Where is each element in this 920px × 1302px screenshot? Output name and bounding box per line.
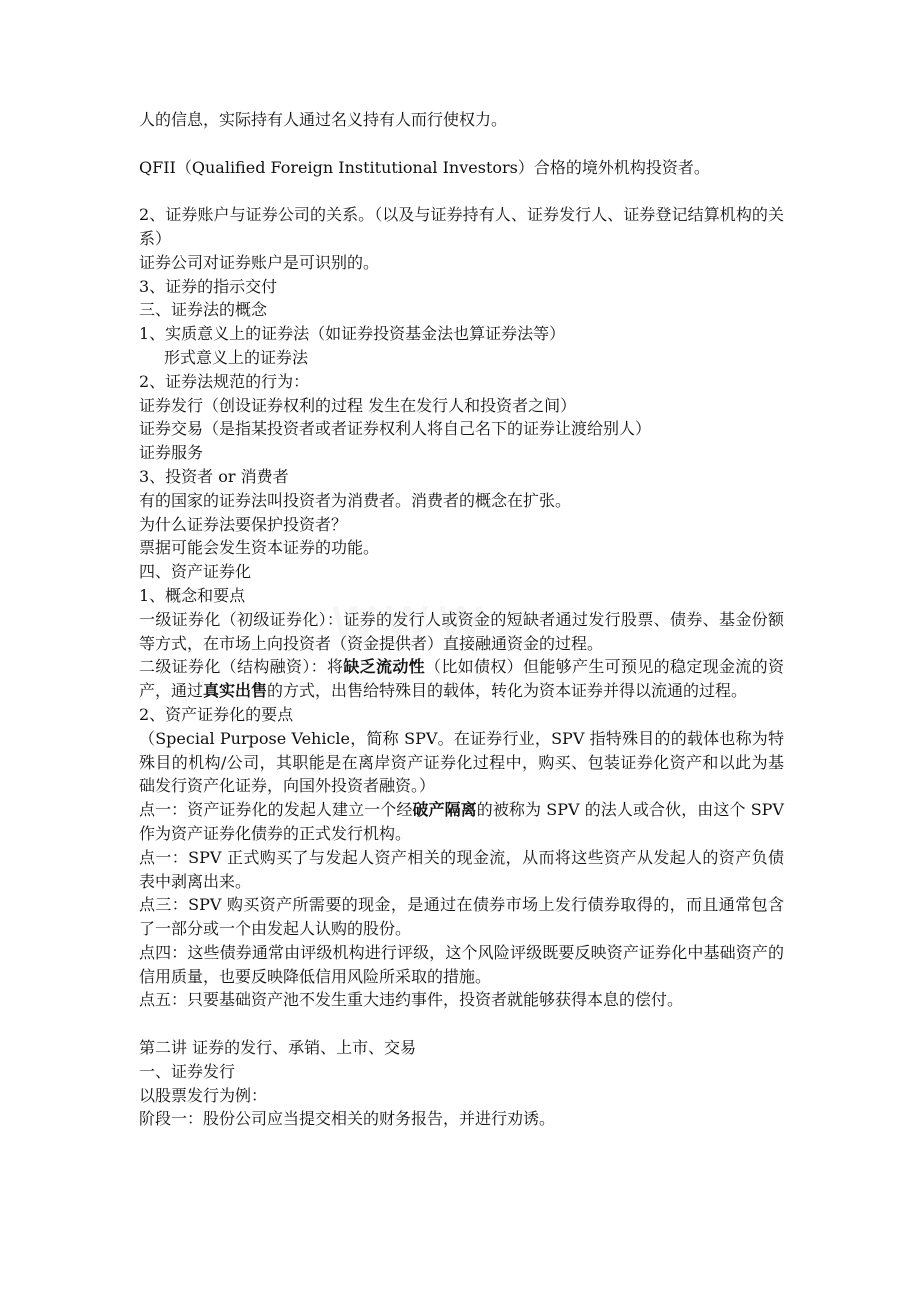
text-line: QFII（Qualified Foreign Institutional Investors）合格的境外机构投资者。 — [139, 157, 710, 177]
text-line: 3、证券的指示交付 — [139, 276, 278, 296]
text-line: 证券发行（创设证券权利的过程 发生在发行人和投资者之间） — [139, 395, 577, 415]
text-run: 的被称为 SPV 的法人或合伙，由这个 SPV 作为资产证券化债券的正式发行机构。 — [139, 800, 784, 843]
text-line: 票据可能会发生资本证券的功能。 — [139, 538, 380, 558]
text-paragraph: 点四：这些债券通常由评级机构进行评级，这个风险评级既要反映资产证券化中基础资产的信用质量，也要反映降低信用风险所采取的措施。 — [139, 942, 784, 986]
text-line: 为什么证券法要保护投资者？ — [139, 514, 348, 534]
text-paragraph — [139, 655, 784, 703]
emphasis-text: 真实出售 — [203, 681, 268, 701]
emphasis-text: 破产隔离 — [412, 800, 477, 820]
text-line: 人的信息，实际持有人通过名义持有人而行使权力。 — [139, 110, 508, 129]
blank-line — [139, 1012, 784, 1036]
text-line: 证券公司对证券账户是可识别的。 — [139, 252, 380, 272]
blank-line — [139, 179, 784, 203]
text-line: 点五：只要基础资产池不发生重大违约事件，投资者就能够获得本息的偿付。 — [139, 990, 684, 1010]
text-line: 1、实质意义上的证券法（如证券投资基金法也算证券法等） — [139, 324, 566, 344]
text-paragraph: 点一：SPV 正式购买了与发起人资产相关的现金流，从而将这些资产从发起人的资产负债表中剥离出来。 — [139, 847, 784, 891]
text-paragraph: 2、证券账户与证券公司的关系。（以及与证券持有人、证券发行人、证券登记结算机构的关系） — [139, 205, 784, 248]
text-line: 阶段一：股份公司应当提交相关的财务报告，并进行劝诱。 — [139, 1109, 556, 1129]
text-run: 的方式，出售给特殊目的载体，转化为资本证券并得以流通的过程。 — [267, 681, 748, 701]
text-run: （比如债权）但能够产生可预见的稳定现金流的资产，通过 — [139, 657, 784, 701]
text-paragraph — [139, 798, 784, 846]
section-heading: 一、证券发行 — [139, 1061, 236, 1081]
text-line: 有的国家的证券法叫投资者为消费者。消费者的概念在扩张。 — [139, 490, 572, 510]
blank-line — [139, 132, 784, 156]
lecture-heading: 第二讲 证券的发行、承销、上市、交易 — [139, 1038, 417, 1058]
text-line: 2、证券法规范的行为： — [139, 371, 310, 391]
text-paragraph: 一级证券化（初级证券化）：证券的发行人或资金的短缺者通过发行股票、债券、基金份额等方式，在市场上向投资者（资金提供者）直接融通资金的过程。 — [139, 609, 784, 653]
text-paragraph: 点三：SPV 购买资产所需要的现金，是通过在债券市场上发行债券取得的，而且通常包含了一部分或一个由发起人认购的股份。 — [139, 895, 784, 939]
section-heading: 三、证券法的概念 — [139, 300, 268, 320]
section-heading: 四、资产证券化 — [139, 562, 252, 582]
text-line: 证券交易（是指某投资者或者证券权利人将自己名下的证券让渡给别人） — [139, 419, 652, 439]
document-page — [139, 108, 784, 1131]
text-line: 3、投资者 or 消费者 — [139, 466, 289, 486]
emphasis-text: 缺乏流动性 — [343, 657, 425, 677]
text-line: 1、概念和要点 — [139, 585, 246, 605]
text-line: 以股票发行为例： — [139, 1085, 268, 1105]
text-run: 二级证券化（结构融资）：将 — [139, 657, 344, 677]
text-line: 形式意义上的证券法 — [164, 347, 309, 367]
text-line: 证券服务 — [139, 443, 204, 463]
text-paragraph: （Special Purpose Vehicle，简称 SPV。在证券行业，SPV 指特殊目的的载体也称为特殊目的机构/公司，其职能是在离岸资产证券化过程中，购买、包装证券化资产和以此为基础发行资产化证券，向国外投资者融资。） — [139, 728, 784, 796]
text-line: 2、资产证券化的要点 — [139, 704, 294, 724]
text-run: 点一：资产证券化的发起人建立一个经 — [139, 800, 413, 820]
